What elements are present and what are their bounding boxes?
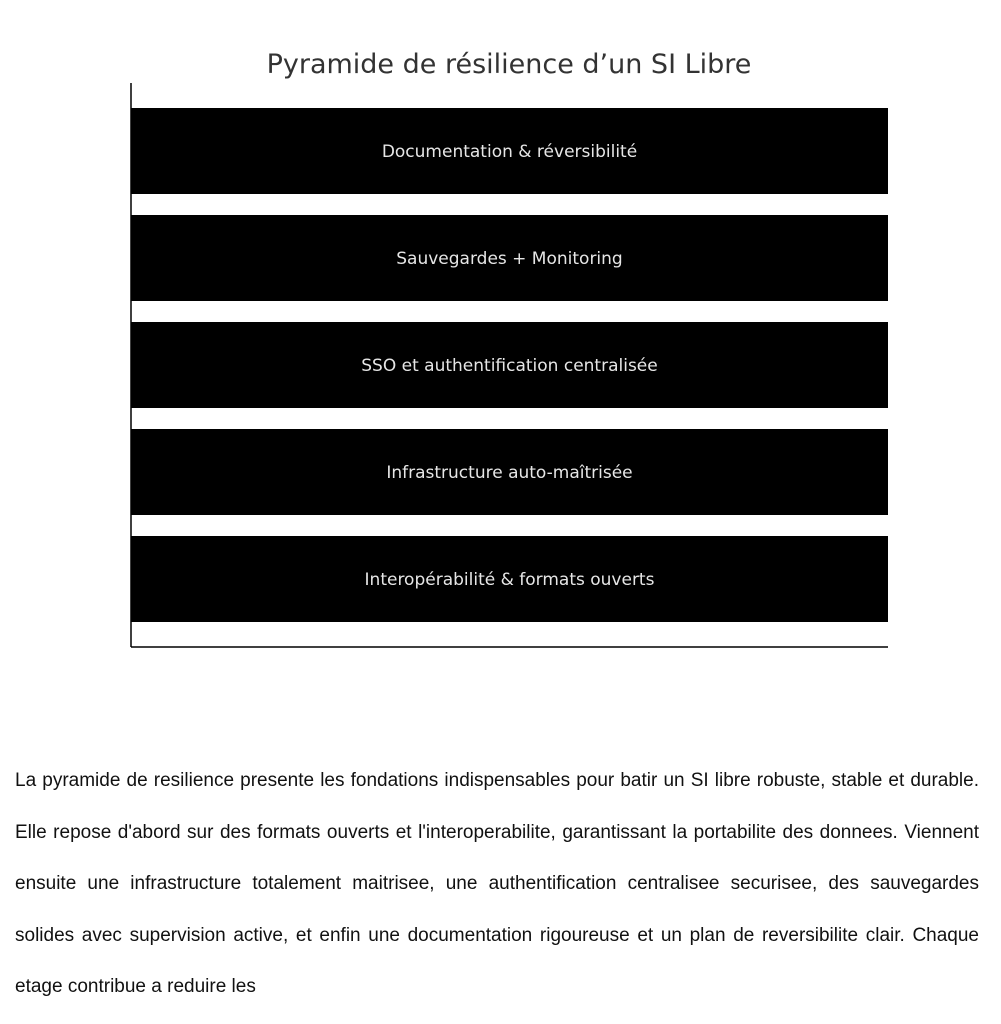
bars-group [131,108,888,622]
bar-label-5: Interopérabilité & formats ouverts [364,570,655,590]
bar-label-2: Sauvegardes + Monitoring [396,249,623,269]
description-paragraph: La pyramide de resilience presente les fondations indispensables pour batir un SI libre robuste, stable et durable. Elle repose d'abord sur des formats ouverts et l'interoperabilite, garantissant la portabilite des donnees. Viennent ensuite une infrastructure totalement maitrisee, une authentification centralisee securisee, des sauvegardes solides avec supervision active, et enfin une documentation rigoureuse et un plan de reversibilite clair. Chaque etage contribue a reduire les [15,770,979,997]
bar-label-4: Infrastructure auto-maîtrisée [386,463,633,483]
chart-title: Pyramide de résilience d’un SI Libre [266,49,752,80]
bar-label-1: Documentation & réversibilité [381,142,638,162]
bar-label-3: SSO et authentification centralisée [361,356,658,376]
